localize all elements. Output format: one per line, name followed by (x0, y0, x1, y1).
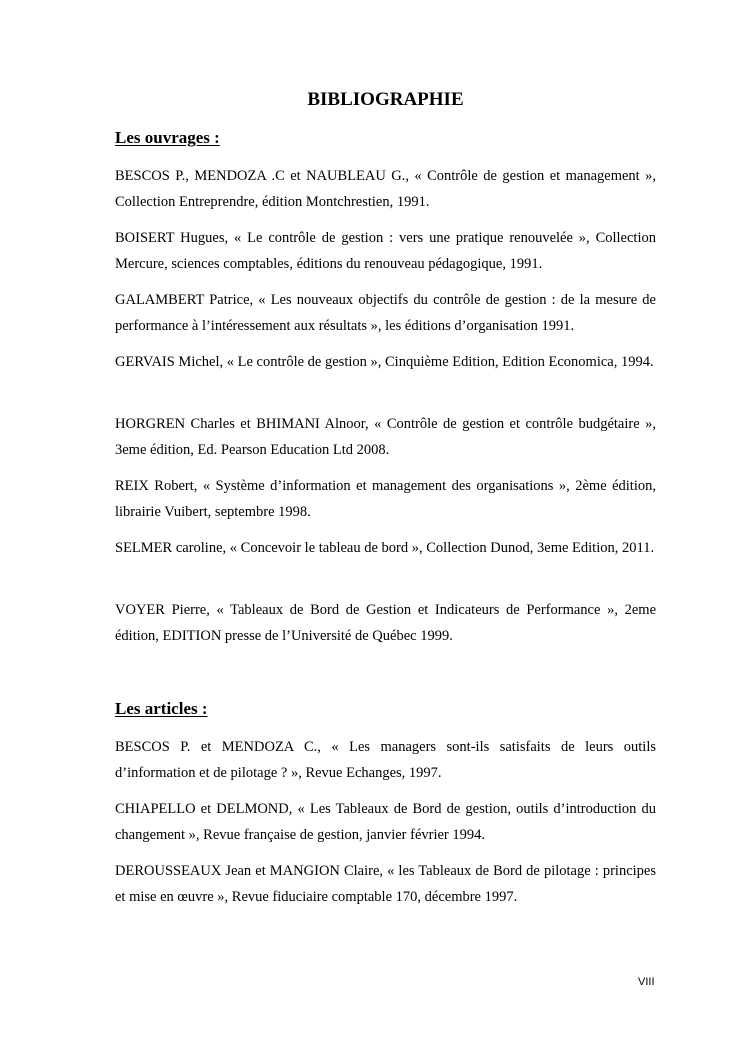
bibliography-entry: CHIAPELLO et DELMOND, « Les Tableaux de Bord de gestion, outils d’introduction du changement », Revue française de gestion, janvier février 1994. (115, 801, 656, 843)
section-heading-articles: Les articles : (115, 699, 208, 718)
section-heading-ouvrages: Les ouvrages : (115, 128, 220, 147)
bibliography-entry: BESCOS P. et MENDOZA C., « Les managers sont-ils satisfaits de leurs outils d’information et de pilotage ? », Revue Echanges, 1997. (115, 739, 656, 781)
bibliography-entry: DEROUSSEAUX Jean et MANGION Claire, « les Tableaux de Bord de pilotage : principes et mise en œuvre », Revue fiduciaire comptable 170, décembre 1997. (115, 863, 656, 905)
bibliography-entry: VOYER Pierre, « Tableaux de Bord de Gestion et Indicateurs de Performance », 2eme édition, EDITION presse de l’Université de Québec 1999. (115, 602, 656, 644)
bibliography-entry: HORGREN Charles et BHIMANI Alnoor, « Contrôle de gestion et contrôle budgétaire », 3eme édition, Ed. Pearson Education Ltd 2008. (115, 416, 656, 458)
bibliography-entry: REIX Robert, « Système d’information et management des organisations », 2ème édition, librairie Vuibert, septembre 1998. (115, 478, 656, 520)
bibliography-entry: SELMER caroline, « Concevoir le tableau de bord », Collection Dunod, 3eme Edition, 2011. (115, 540, 655, 556)
bibliography-entry: GERVAIS Michel, « Le contrôle de gestion », Cinquième Edition, Edition Economica, 1994. (115, 354, 654, 370)
page-number: VIII (638, 976, 655, 988)
bibliography-entry: GALAMBERT Patrice, « Les nouveaux objectifs du contrôle de gestion : de la mesure de performance à l’intéressement aux résultats », les éditions d’organisation 1991. (115, 292, 656, 334)
bibliography-entry: BOISERT Hugues, « Le contrôle de gestion : vers une pratique renouvelée », Collection Mercure, sciences comptables, éditions du renouveau pédagogique, 1991. (115, 230, 656, 272)
bibliography-entry: BESCOS P., MENDOZA .C et NAUBLEAU G., « Contrôle de gestion et management », Collection Entreprendre, édition Montchrestien, 1991. (115, 168, 656, 210)
page-title: BIBLIOGRAPHIE (307, 89, 464, 110)
